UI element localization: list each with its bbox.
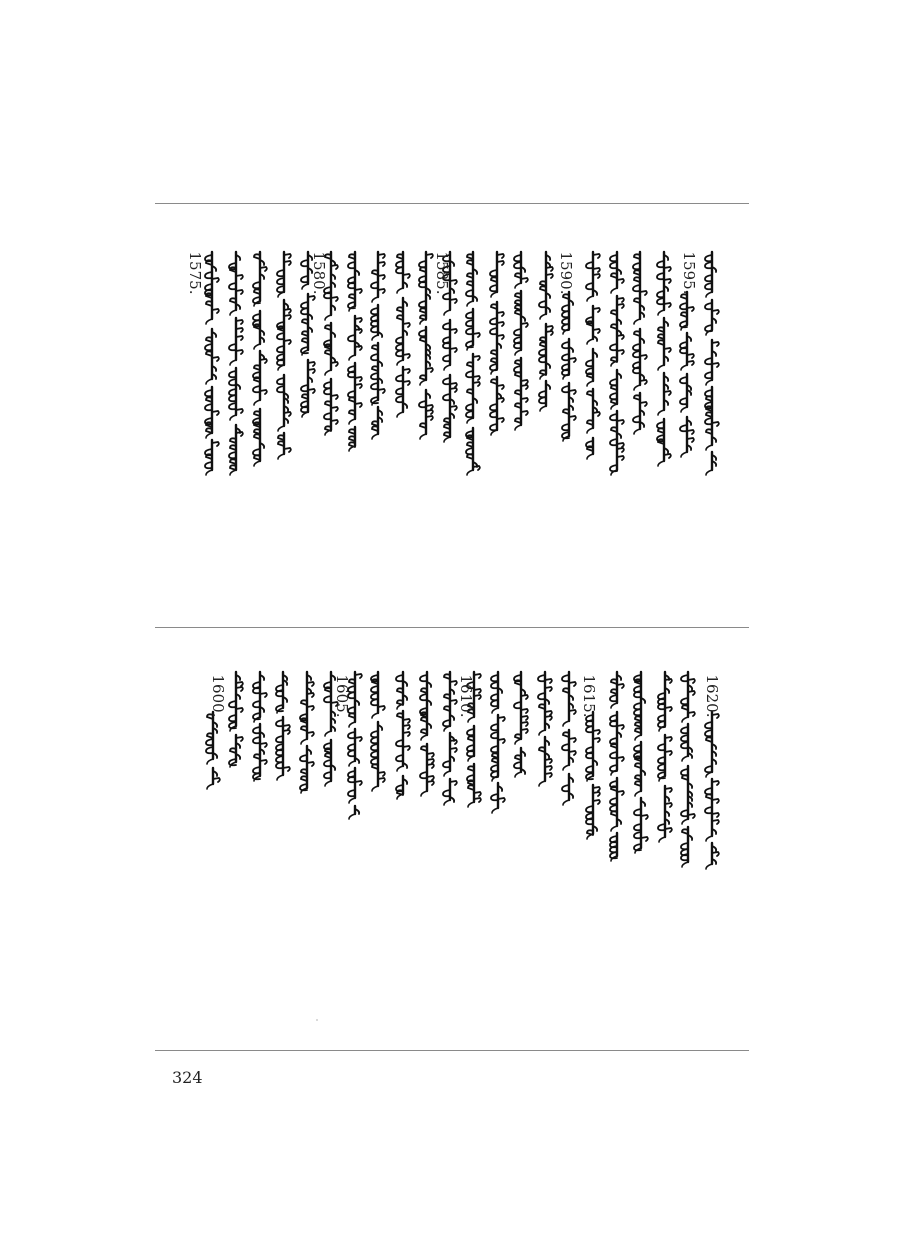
lower_block-script-line (584, 712, 602, 834)
upper_block-script-line (275, 252, 293, 454)
upper_block-script-line (584, 252, 602, 454)
upper_block-script-line (703, 252, 721, 470)
upper_block-script-line (678, 292, 696, 452)
lower_block-script-line (608, 672, 626, 856)
line-number: 1580. (310, 251, 328, 295)
line-number: 1585. (433, 251, 451, 295)
upper_block-script-line (441, 252, 459, 438)
lower_block-script-line (204, 712, 222, 784)
upper_block-script-line (560, 292, 578, 436)
top-rule (155, 203, 749, 204)
speck (316, 1019, 318, 1021)
middle-rule (155, 627, 749, 628)
upper_block-script-line (394, 252, 412, 412)
upper_block-script-line (299, 252, 317, 412)
lower_block-script-line (656, 672, 674, 848)
line-number: 1620. (703, 674, 721, 718)
lower_block-script-line (536, 672, 554, 786)
lower_block-script-line (322, 672, 340, 786)
line-number: 1610. (457, 674, 475, 718)
lower_block-script-line (512, 672, 530, 772)
bottom-rule (155, 1050, 749, 1051)
upper_block-script-line (655, 252, 673, 468)
lower_block-script-line (679, 672, 697, 862)
page-number: 324 (172, 1068, 203, 1087)
upper_block-script-line (369, 252, 387, 434)
lower_block-script-line (227, 672, 245, 762)
upper_block-script-line (322, 252, 340, 430)
lower_block-script-line (346, 672, 364, 814)
line-number: 1590. (557, 251, 575, 295)
upper_block-script-line (251, 252, 269, 472)
upper_block-script-line (537, 252, 555, 406)
upper_block-script-line (203, 252, 221, 470)
lower_block-script-line (632, 672, 650, 852)
lower_block-script-line (418, 672, 436, 806)
line-number: 1615. (580, 674, 598, 718)
upper_block-script-line (227, 252, 245, 470)
upper_block-script-line (512, 252, 530, 426)
upper_block-script-line (346, 252, 364, 446)
lower_block-script-line (274, 672, 292, 784)
lower_block-script-line (560, 672, 578, 800)
line-number: 1575. (186, 251, 204, 295)
lower_block-script-line (441, 672, 459, 800)
line-number: 1595. (680, 251, 698, 295)
lower_block-script-line (298, 672, 316, 788)
upper_block-script-line (464, 252, 482, 470)
lower_block-script-line (465, 672, 483, 806)
line-number: 1600. (209, 674, 227, 718)
lower_block-script-line (394, 672, 412, 794)
upper_block-script-line (631, 252, 649, 432)
upper_block-script-line (417, 252, 435, 434)
line-number: 1605. (333, 674, 351, 718)
lower_block-script-line (489, 672, 507, 808)
upper_block-script-line (608, 252, 626, 470)
lower_block-script-line (251, 672, 269, 776)
lower_block-script-line (703, 712, 721, 864)
lower_block-script-line (369, 672, 387, 798)
upper_block-script-line (488, 252, 506, 430)
